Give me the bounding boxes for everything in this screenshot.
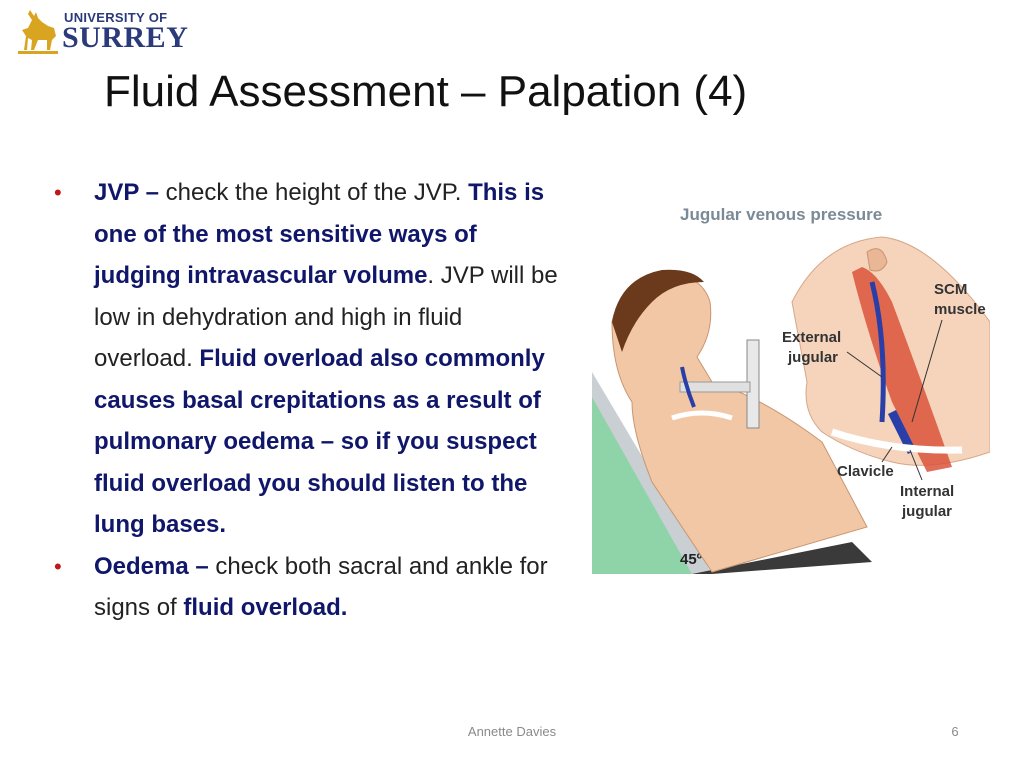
university-logo [14, 6, 194, 62]
bullet-segment: This is one of the most sensitive ways of judging intravascular volume [94, 179, 545, 289]
slide-title: Fluid Assessment – Palpation (4) [104, 67, 748, 116]
logo-line-1: UNIVERSITY OF [64, 10, 168, 25]
scm-label: SCM [934, 281, 968, 298]
jvp-illustration [592, 182, 990, 580]
logo-line-2: SURREY [62, 21, 189, 54]
external-label: External [782, 329, 842, 346]
bullet-dot-icon: • [54, 180, 62, 205]
footer-author: Annette Davies [467, 724, 557, 739]
ruler-arm [680, 382, 750, 392]
stag-icon [14, 6, 62, 56]
bullet-oedema [54, 546, 564, 629]
bullet-list [54, 172, 564, 629]
bullet-segment: . JVP will be low in dehydration and high in fluid overload. [94, 262, 558, 372]
bullet-segment: fluid overload. [183, 594, 348, 621]
bullet-jvp [54, 172, 564, 546]
clavicle-label: Clavicle [837, 463, 894, 480]
figure-heading: Jugular venous pressure [680, 205, 883, 224]
angle-label: 45º [680, 551, 703, 568]
bullet-segment: Oedema – [94, 552, 216, 580]
bullet-segment: Fluid overload also commonly causes basal crepitations as a result of pulmonary oedema – so if you suspect fluid overload you should listen to the lung bases. [94, 345, 545, 538]
bullet-segment: JVP – [94, 179, 166, 206]
bullet-segment: check both sacral and ankle for signs of [94, 552, 548, 621]
page-number: 6 [951, 724, 959, 739]
external-jugular-label: jugular [788, 349, 839, 366]
internal-jugular-label: jugular [902, 503, 953, 520]
internal-label: Internal [900, 483, 955, 500]
bullet-segment: check the height of the JVP. [165, 179, 469, 206]
bullet-dot-icon: • [54, 553, 62, 579]
muscle-label: muscle [934, 301, 986, 318]
